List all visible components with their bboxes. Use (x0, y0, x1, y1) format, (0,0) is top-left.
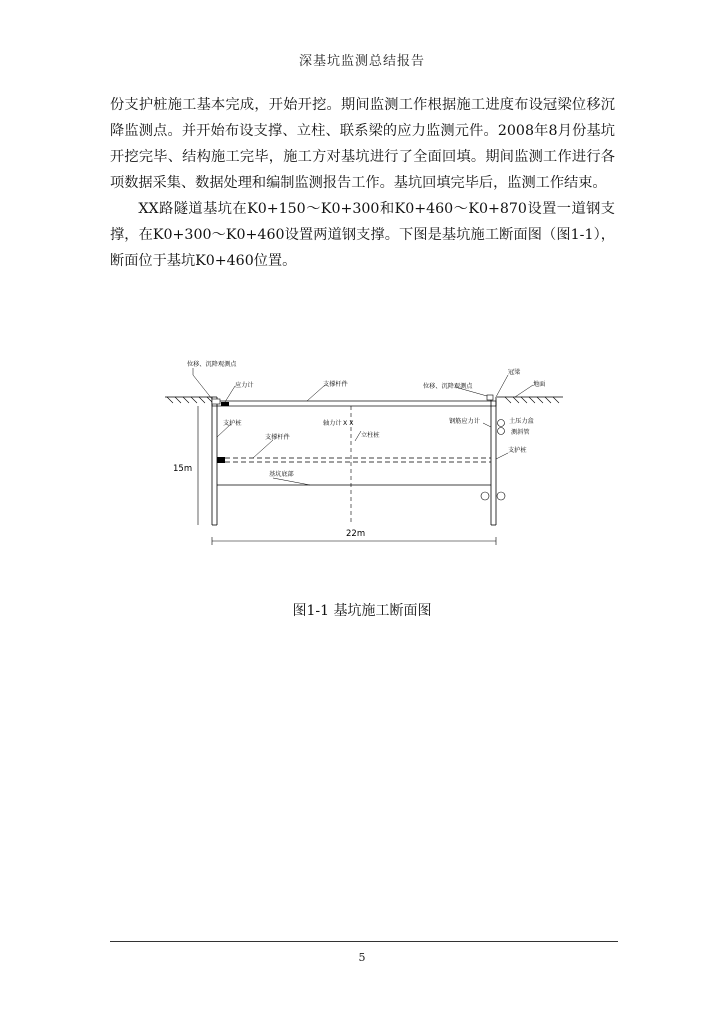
label-ground: 地面 (533, 381, 546, 388)
leader-stress-gauge (225, 386, 235, 402)
body-text (110, 92, 615, 274)
label-column-pile: 立柱桩 (361, 432, 380, 439)
right-monitor-point-marker (487, 395, 493, 400)
leader-mid-strut (253, 440, 273, 458)
figure-caption: 图1-1 基坑施工断面图 (292, 603, 432, 619)
label-stress-gauge: 应力计 (235, 382, 254, 389)
label-axial-force-gauge: 轴力计 (323, 420, 342, 427)
label-depth: 15m (173, 464, 193, 474)
earth-pressure-box-icon (498, 428, 505, 435)
paragraph-2: XX路隧道基坑在K0+150～K0+300和K0+460～K0+870设置一道钢支撑，在K0+300～K0+460设置两道钢支撑。下图是基坑施工断面图（图1-1），断面位于基坑K0+460位置。 (110, 201, 615, 269)
label-axial-marks: X X (343, 420, 354, 427)
label-support-pile-left: 支护桩 (223, 420, 242, 427)
label-left-monitor-point: 位移、沉降观测点 (187, 361, 237, 368)
leader-support-pile-right (496, 453, 508, 459)
ground-hatch-right (505, 397, 559, 403)
footer-rule (110, 941, 618, 942)
earth-pressure-box-icon (498, 420, 505, 427)
label-support-member-mid: 支撑杆件 (265, 434, 290, 441)
stress-gauge-marker (221, 402, 229, 406)
label-rebar-stress-gauge: 钢筋应力计 (449, 418, 480, 425)
earth-pressure-box-icon (497, 492, 505, 500)
label-pit-bottom: 基坑底部 (269, 471, 294, 478)
page-number: 5 (358, 951, 366, 964)
label-support-pile-right: 支护桩 (508, 447, 527, 454)
label-support-member-top: 支撑杆件 (323, 381, 348, 388)
top-strut (212, 401, 496, 406)
mid-stress-gauge-marker (217, 457, 225, 463)
label-width: 22m (346, 529, 366, 539)
label-inclinometer-tube: 测斜管 (511, 429, 530, 436)
earth-pressure-box-icon (481, 492, 489, 500)
leader-pit-bottom (273, 478, 310, 485)
section-diagram-svg (165, 355, 565, 545)
header-title: 深基坑监测总结报告 (298, 54, 425, 69)
ground-hatch-left (167, 397, 213, 403)
section-diagram (165, 355, 565, 545)
leader-ground (515, 385, 533, 397)
leader-crown-beam (496, 375, 508, 397)
label-crown-beam: 冠梁 (508, 369, 521, 376)
label-right-monitor-point: 位移、沉降观测点 (423, 383, 473, 390)
label-earth-pressure-box: 土压力盒 (509, 418, 534, 425)
left-monitor-point-marker (212, 399, 220, 404)
paragraph-1: 份支护桩施工基本完成，开始开挖。期间监测工作根据施工进度布设冠梁位移沉降监测点。并开始布设支撑、立柱、联系梁的应力监测元件。2008年8月份基坑开挖完毕、结构施工完毕，施工方对基坑进行了全面回填。期间监测工作进行各项数据采集、数据处理和编制监测报告工作。基坑回填完毕后，监测工作结束。 (110, 97, 615, 191)
leader-left-monitor (193, 368, 212, 399)
leader-rebar-gauge (483, 423, 491, 427)
